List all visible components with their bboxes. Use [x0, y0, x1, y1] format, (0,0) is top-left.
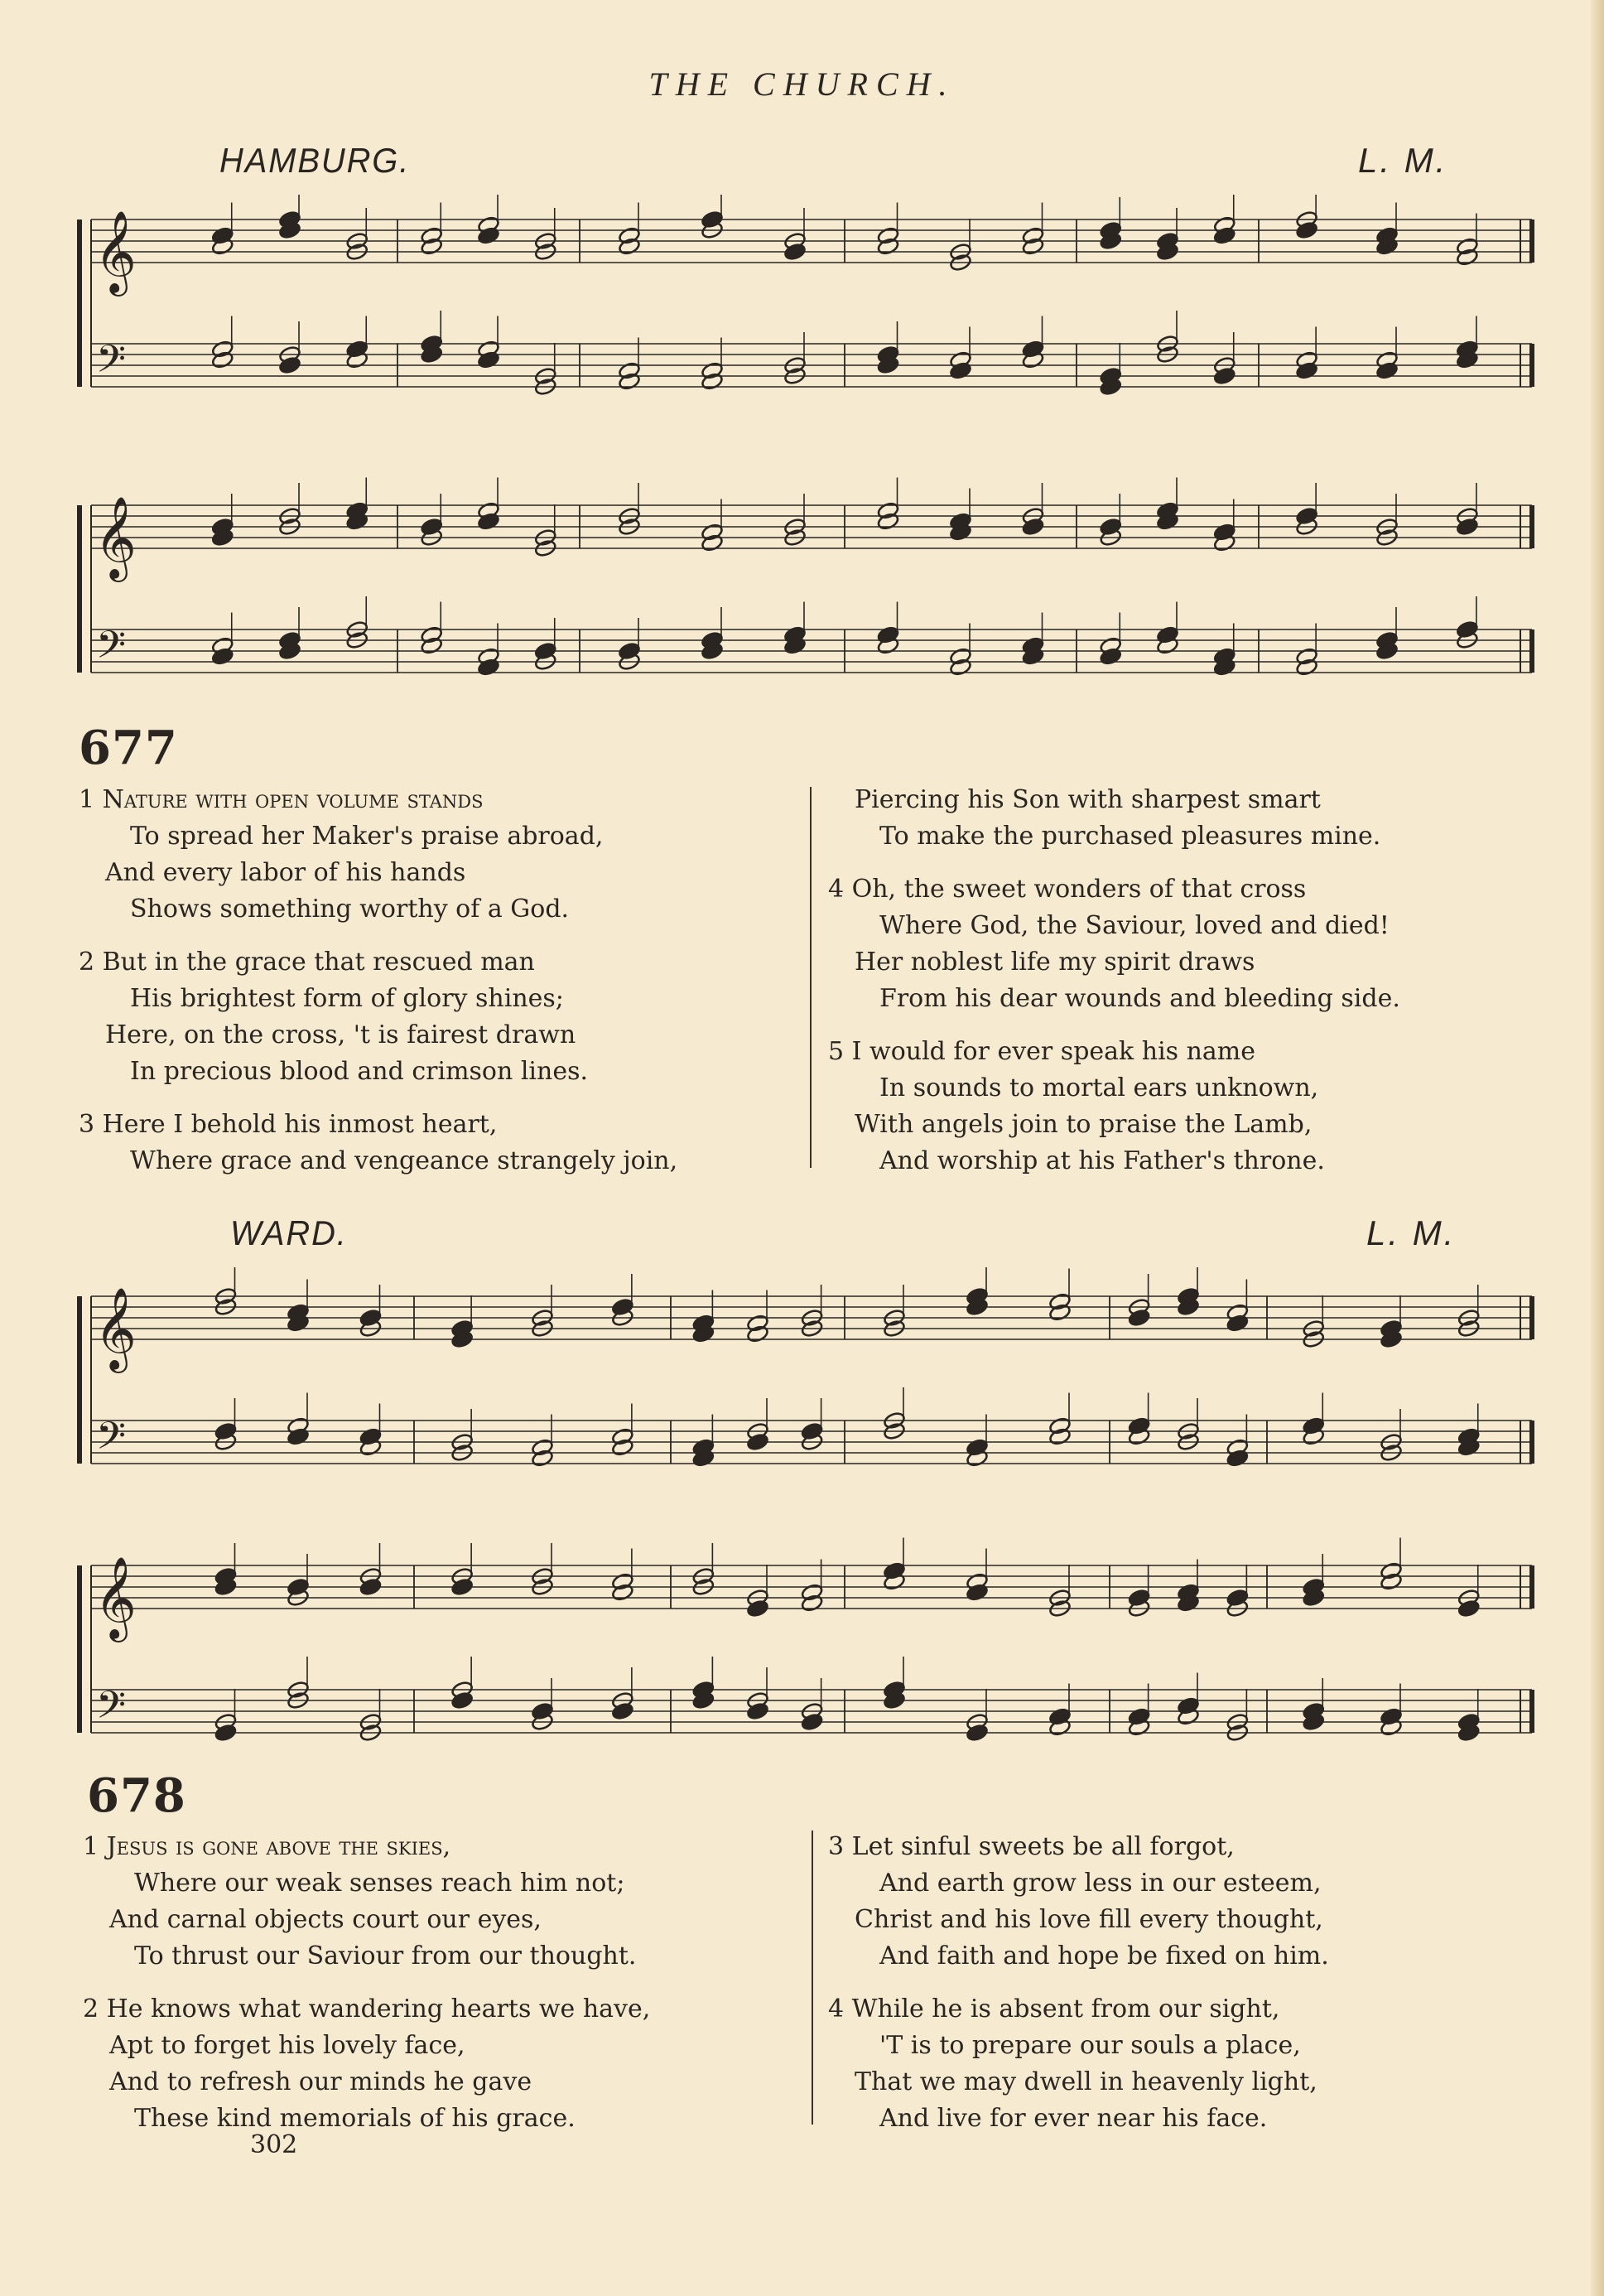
page-header: THE CHURCH.	[648, 65, 956, 103]
hymn-line: 'T is to prepare our souls a place,	[879, 2031, 1301, 2060]
stanza	[79, 782, 807, 928]
hymn-line: Shows something worthy of a God.	[130, 895, 570, 924]
stanza-continued	[828, 782, 1557, 855]
page-number: 302	[250, 2130, 298, 2159]
svg-text:𝄢: 𝄢	[96, 337, 127, 391]
stanza-number: 2	[79, 948, 95, 977]
tune-meter-hamburg: L. M.	[1358, 141, 1448, 180]
stanza	[79, 944, 807, 1090]
stanza	[828, 1034, 1557, 1179]
svg-text:𝄢: 𝄢	[96, 1683, 127, 1737]
hymn-line: From his dear wounds and bleeding side.	[879, 984, 1400, 1013]
hymn-line: While he is absent from our sight,	[851, 1995, 1280, 2023]
svg-text:𝄞: 𝄞	[94, 1556, 137, 1639]
svg-text:𝄞: 𝄞	[94, 210, 137, 293]
hymn-line: Piercing his Son with sharpest smart	[855, 785, 1321, 814]
music-score-ward	[75, 1267, 1540, 1756]
hymn-line: To make the purchased pleasures mine.	[879, 822, 1381, 851]
stanza	[828, 871, 1557, 1017]
svg-text:𝄢: 𝄢	[96, 1414, 127, 1468]
hymn-line: That we may dwell in heavenly light,	[855, 2067, 1317, 2096]
hymn-678-column-left	[83, 1829, 812, 2154]
music-system	[79, 195, 1532, 396]
hymn-line: His brightest form of glory shines;	[130, 984, 564, 1013]
hymn-line: Let sinful sweets be all forgot,	[851, 1832, 1235, 1861]
stanza-number: 2	[83, 1995, 99, 2023]
hymn-line: He knows what wandering hearts we have,	[106, 1995, 651, 2023]
hymn-677-column-right	[828, 782, 1557, 1196]
hymn-line: But in the grace that rescued man	[102, 948, 535, 977]
stanza-number: 3	[828, 1832, 845, 1861]
hymn-line: To thrust our Saviour from our thought.	[134, 1941, 637, 1970]
hymn-line: These kind memorials of his grace.	[134, 2104, 576, 2133]
hymn-line: And worship at his Father's throne.	[879, 1146, 1325, 1175]
stanza-number: 4	[828, 875, 845, 904]
stanza-number: 5	[828, 1037, 845, 1066]
hymn-677-column-left	[79, 782, 807, 1196]
hymn-number-678: 678	[87, 1768, 186, 1823]
hymn-line: Her noblest life my spirit draws	[855, 948, 1255, 977]
column-divider	[810, 787, 812, 1168]
hymn-line: Apt to forget his lovely face,	[109, 2031, 465, 2060]
stanza-number: 4	[828, 1995, 845, 2023]
stanza	[83, 1991, 812, 2137]
hymn-line: Here, on the cross, 't is fairest drawn	[105, 1020, 576, 1049]
music-system	[79, 478, 1532, 678]
hymn-line: And live for ever near his face.	[879, 2104, 1268, 2133]
hymn-line: Christ and his love fill every thought,	[855, 1905, 1323, 1934]
hymn-line: In sounds to mortal ears unknown,	[879, 1073, 1319, 1102]
music-system	[79, 1538, 1532, 1743]
hymn-line: Where grace and vengeance strangely join,	[130, 1146, 678, 1175]
svg-text:𝄞: 𝄞	[94, 1287, 137, 1370]
hymn-line: Jesus is gone above the skies,	[106, 1832, 451, 1861]
hymn-line: In precious blood and crimson lines.	[130, 1057, 589, 1086]
page-edge	[1591, 0, 1604, 2296]
column-divider	[812, 1831, 813, 2125]
hymn-line: And earth grow less in our esteem,	[879, 1869, 1322, 1898]
music-system	[79, 1267, 1532, 1468]
stanza-number: 1	[79, 785, 95, 814]
tune-name-hamburg: HAMBURG.	[219, 141, 411, 180]
hymn-line: And to refresh our minds he gave	[109, 2067, 532, 2096]
hymn-line: Where our weak senses reach him not;	[134, 1869, 625, 1898]
svg-text:𝄢: 𝄢	[96, 623, 127, 677]
stanza	[79, 1107, 807, 1179]
hymn-line: Oh, the sweet wonders of that cross	[851, 875, 1307, 904]
tune-meter-ward: L. M.	[1366, 1213, 1457, 1252]
hymn-line: And every labor of his hands	[105, 858, 466, 887]
hymn-line: And faith and hope be fixed on him.	[879, 1941, 1329, 1970]
stanza	[828, 1991, 1557, 2137]
hymn-line: To spread her Maker's praise abroad,	[130, 822, 604, 851]
hymn-number-677: 677	[79, 721, 178, 775]
svg-text:𝄞: 𝄞	[94, 496, 137, 579]
music-score-hamburg	[75, 195, 1540, 700]
stanza-number: 3	[79, 1110, 95, 1139]
hymn-line: And carnal objects court our eyes,	[109, 1905, 542, 1934]
hymn-line: Here I behold his inmost heart,	[102, 1110, 498, 1139]
hymn-line: Where God, the Saviour, loved and died!	[879, 911, 1390, 940]
hymn-678-column-right	[828, 1829, 1557, 2154]
stanza-number: 1	[83, 1832, 99, 1861]
stanza	[828, 1829, 1557, 1975]
hymn-line: I would for ever speak his name	[851, 1037, 1256, 1066]
hymn-line: Nature with open volume stands	[102, 785, 484, 814]
stanza	[83, 1829, 812, 1975]
tune-name-ward: WARD.	[230, 1213, 348, 1252]
hymn-line: With angels join to praise the Lamb,	[855, 1110, 1313, 1139]
